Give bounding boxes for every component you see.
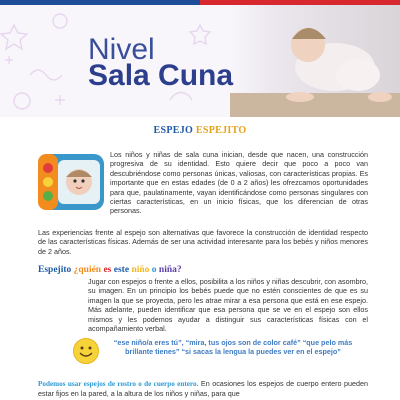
baby-mirror-toy-icon: [36, 150, 106, 212]
intro-paragraph: Los niños y niñas de sala cuna inician, desde que nacen, una construcción progresiva de su identidad. Esto quiere decir que poco a poco van descubriéndose como personas únicas, valiosas, con características propias. Es importante que en estas edades (de 0 a 2 años) les ofrezcamos oportunidades para que, paulatinamente, vayan identificándose como personas singulares con ciertas características, en un inicio físicas, que los diferencian de otras personas.: [110, 150, 368, 216]
mirror-play-paragraph: Jugar con espejos o frente a ellos, posibilita a los niños y niñas descubrir, con asombro, su imagen. En un principio los bebés puede que no estén conscientes de que es su imagen la que se proyecta, pero les atrae mirar a esa persona que está en ese espejo. Más adelante, pueden identificar que esa persona que se ve en el espejo son ellos mismos y les podemos ayudar a distinguir sus características físicas con el acompañamiento verbal.: [88, 277, 368, 334]
mirror-types-paragraph: [38, 379, 368, 399]
header-banner: [0, 5, 400, 117]
baby-photo: [230, 5, 400, 117]
heading-word-6: o: [151, 265, 159, 275]
title-part-2: ESPEJITO: [195, 125, 247, 136]
heading-word-7: niña?: [158, 265, 182, 275]
page-title: [0, 125, 400, 136]
section-heading-espejito: [38, 265, 182, 275]
banner-title-nivel: Nivel: [88, 33, 155, 66]
heading-word-4: este: [113, 265, 132, 275]
heading-word-5: niño: [131, 265, 152, 275]
banner-title-sala-cuna: Sala Cuna: [88, 59, 234, 92]
smiley-face-icon: [72, 337, 100, 365]
verbal-support-quote: “ese niño/a eres tú”, “mira, tus ojos son de color café” “que pelo más brillante tienes” “si sacas la lengua la puedes ver en el espejo”: [113, 338, 353, 357]
heading-word-1: Espejito: [38, 265, 74, 275]
heading-word-3: es: [103, 265, 114, 275]
title-part-1: ESPEJO: [153, 125, 196, 136]
heading-word-2: ¿quién: [73, 265, 104, 275]
mirror-experience-paragraph: Las experiencias frente al espejo son alternativas que favorece la construcción de identidad respecto de las características físicas. Además de ser una actividad interesante para los bebés y niños menores de 2 años.: [38, 228, 368, 256]
mirror-types-heading: Podemos usar espejos de rostro o de cuerpo entero.: [38, 380, 199, 388]
mirror-types-text: En ocasiones los espejos de cuerpo entero pueden estar fijos en la pared, a la altura de los niños y niñas, para que: [38, 379, 368, 399]
